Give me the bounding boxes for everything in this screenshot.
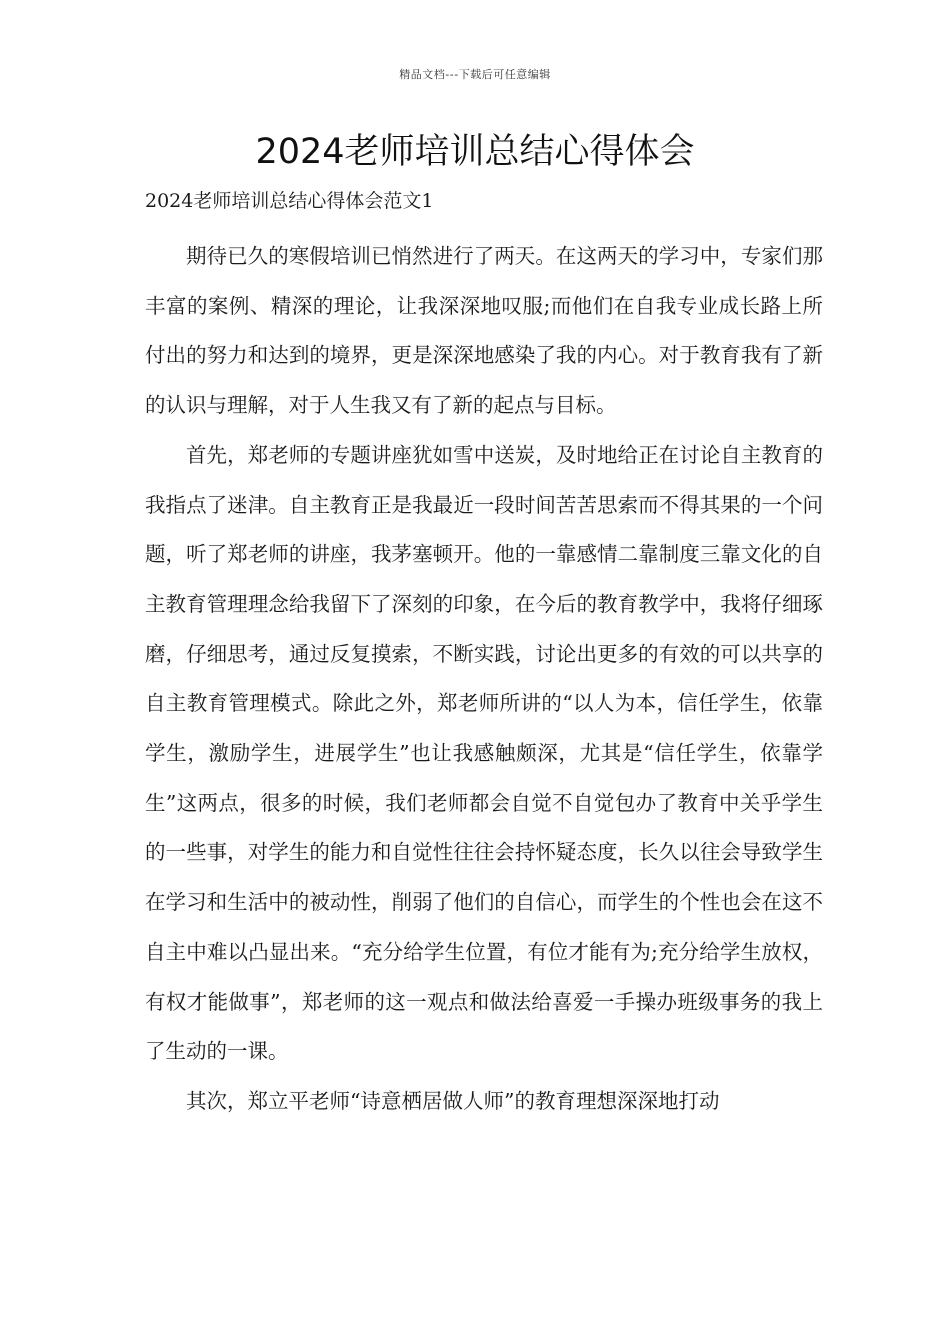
document-title: 2024老师培训总结心得体会 <box>255 132 695 172</box>
paragraph-2: 首先，郑老师的专题讲座犹如雪中送炭，及时地给正在讨论自主教育的我指点了迷津。自主教育正是我最近一段时间苦苦思索而不得其果的一个问题，听了郑老师的讲座，我茅塞顿开。他的一靠感情二靠制度三靠文化的自主教育管理理念给我留下了深刻的印象，在今后的教育教学中，我将仔细琢磨，仔细思考，通过反复摸索，不断实践，讨论出更多的有效的可以共享的自主教育管理模式。除此之外，郑老师所讲的“以人为本，信任学生，依靠学生，激励学生，进展学生”也让我感触颇深，尤其是“信任学生，依靠学生”这两点，很多的时候，我们老师都会自觉不自觉包办了教育中关乎学生的一些事，对学生的能力和自觉性往往会持怀疑态度，长久以往会导致学生在学习和生活中的被动性，削弱了他们的自信心，而学生的个性也会在这不自主中难以凸显出来。“充分给学生位置，有位才能有为;充分给学生放权，有权才能做事”，郑老师的这一观点和做法给喜爱一手操办班级事务的我上了生动的一课。 <box>145 442 823 1064</box>
header-note: 精品文档---下载后可任意编辑 <box>399 68 551 81</box>
paragraph-3: 其次，郑立平老师“诗意栖居做人师”的教育理想深深地打动 <box>186 1088 720 1113</box>
paragraph-1: 期待已久的寒假培训已悄然进行了两天。在这两天的学习中，专家们那丰富的案例、精深的理论，让我深深地叹服;而他们在自我专业成长路上所付出的努力和达到的境界，更是深深地感染了我的内心。对于教育我有了新的认识与理解，对于人生我又有了新的起点与目标。 <box>145 244 823 418</box>
document-body <box>145 232 823 1127</box>
document-subtitle: 2024老师培训总结心得体会范文1 <box>145 190 434 212</box>
